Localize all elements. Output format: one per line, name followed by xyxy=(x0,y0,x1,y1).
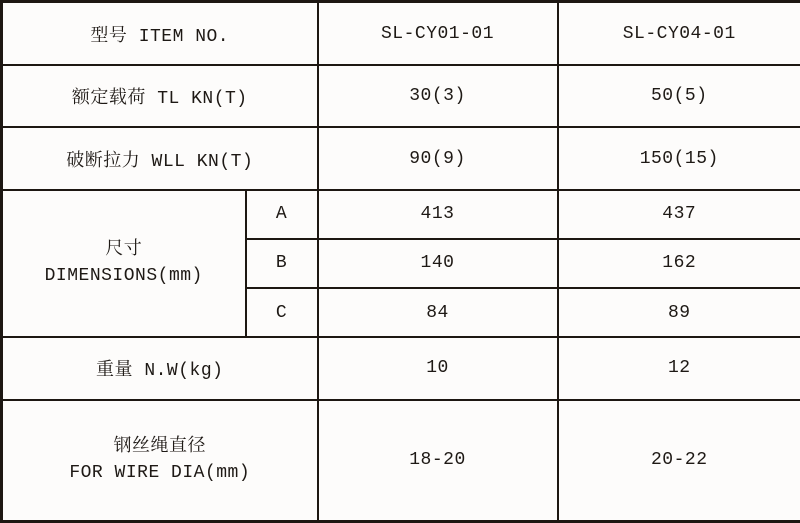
rated-load-label: 额定载荷 TL KN(T) xyxy=(2,65,318,127)
model-2-cell: SL-CY04-01 xyxy=(558,2,800,66)
table-row-item-no xyxy=(2,2,800,66)
wire-dia-label xyxy=(2,400,318,522)
weight-label: 重量 N.W(kg) xyxy=(2,337,318,399)
dimensions-label-en: DIMENSIONS(mm) xyxy=(44,266,203,287)
table-row-weight xyxy=(2,337,800,399)
rated-load-value-2: 50(5) xyxy=(558,65,800,127)
table-row-rated-load xyxy=(2,65,800,127)
table-row-wire-dia xyxy=(2,400,800,522)
dimensions-label-cn: 尺寸 xyxy=(105,240,143,261)
dimension-b-key: B xyxy=(246,239,318,288)
weight-value-2: 12 xyxy=(558,337,800,399)
breaking-force-value-2: 150(15) xyxy=(558,127,800,189)
dimension-b-value-2: 162 xyxy=(558,239,800,288)
model-1-cell: SL-CY01-01 xyxy=(318,2,558,66)
dimension-c-key: C xyxy=(246,288,318,337)
table-row-dimension-a xyxy=(2,190,800,239)
weight-value-1: 10 xyxy=(318,337,558,399)
dimension-a-value-2: 437 xyxy=(558,190,800,239)
dimension-a-value-1: 413 xyxy=(318,190,558,239)
breaking-force-value-1: 90(9) xyxy=(318,127,558,189)
table-row-breaking-force xyxy=(2,127,800,189)
dimension-c-value-2: 89 xyxy=(558,288,800,337)
wire-dia-value-1: 18-20 xyxy=(318,400,558,522)
dimension-c-value-1: 84 xyxy=(318,288,558,337)
rated-load-value-1: 30(3) xyxy=(318,65,558,127)
breaking-force-label: 破断拉力 WLL KN(T) xyxy=(2,127,318,189)
item-no-label: 型号 ITEM NO. xyxy=(2,2,318,66)
wire-dia-value-2: 20-22 xyxy=(558,400,800,522)
dimension-a-key: A xyxy=(246,190,318,239)
wire-dia-label-cn: 钢丝绳直径 xyxy=(113,437,206,458)
wire-dia-label-en: FOR WIRE DIA(mm) xyxy=(69,463,251,484)
dimensions-label xyxy=(2,190,246,337)
dimension-b-value-1: 140 xyxy=(318,239,558,288)
